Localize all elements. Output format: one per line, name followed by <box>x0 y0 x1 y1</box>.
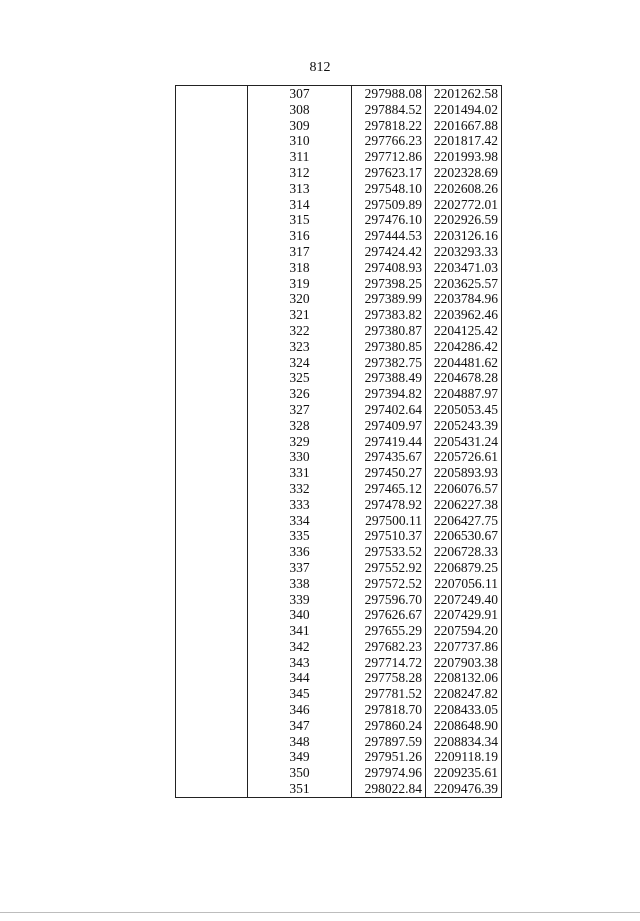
y-coordinate-cell: 2204678.28 <box>426 370 502 386</box>
empty-cell <box>176 765 248 781</box>
point-number-cell: 320 <box>248 291 352 307</box>
y-coordinate-cell: 2203293.33 <box>426 244 502 260</box>
table-row <box>176 133 502 149</box>
y-coordinate-cell: 2206530.67 <box>426 528 502 544</box>
empty-cell <box>176 639 248 655</box>
table-row <box>176 465 502 481</box>
y-coordinate-cell: 2209476.39 <box>426 781 502 797</box>
x-coordinate-cell: 297818.70 <box>352 702 426 718</box>
x-coordinate-cell: 297382.75 <box>352 355 426 371</box>
point-number-cell: 307 <box>248 86 352 102</box>
page-number: 812 <box>309 60 331 75</box>
y-coordinate-cell: 2201817.42 <box>426 133 502 149</box>
empty-cell <box>176 276 248 292</box>
table-row <box>176 402 502 418</box>
y-coordinate-cell: 2201667.88 <box>426 118 502 134</box>
y-coordinate-cell: 2205243.39 <box>426 418 502 434</box>
x-coordinate-cell: 297655.29 <box>352 623 426 639</box>
x-coordinate-cell: 297398.25 <box>352 276 426 292</box>
empty-cell <box>176 481 248 497</box>
y-coordinate-cell: 2203784.96 <box>426 291 502 307</box>
empty-cell <box>176 133 248 149</box>
table-row <box>176 291 502 307</box>
x-coordinate-cell: 297951.26 <box>352 749 426 765</box>
y-coordinate-cell: 2202926.59 <box>426 212 502 228</box>
y-coordinate-cell: 2208132.06 <box>426 670 502 686</box>
empty-cell <box>176 592 248 608</box>
table-row <box>176 260 502 276</box>
point-number-cell: 328 <box>248 418 352 434</box>
x-coordinate-cell: 297781.52 <box>352 686 426 702</box>
x-coordinate-cell: 297450.27 <box>352 465 426 481</box>
table-row <box>176 197 502 213</box>
y-coordinate-cell: 2205893.93 <box>426 465 502 481</box>
point-number-cell: 334 <box>248 513 352 529</box>
point-number-cell: 343 <box>248 655 352 671</box>
empty-cell <box>176 465 248 481</box>
x-coordinate-cell: 297388.49 <box>352 370 426 386</box>
y-coordinate-cell: 2203625.57 <box>426 276 502 292</box>
coordinates-table-body <box>176 86 502 798</box>
empty-cell <box>176 291 248 307</box>
x-coordinate-cell: 297758.28 <box>352 670 426 686</box>
x-coordinate-cell: 297380.87 <box>352 323 426 339</box>
x-coordinate-cell: 297402.64 <box>352 402 426 418</box>
table-row <box>176 118 502 134</box>
empty-cell <box>176 386 248 402</box>
table-row <box>176 655 502 671</box>
y-coordinate-cell: 2204125.42 <box>426 323 502 339</box>
table-row <box>176 149 502 165</box>
table-row <box>176 528 502 544</box>
table-row <box>176 497 502 513</box>
y-coordinate-cell: 2204286.42 <box>426 339 502 355</box>
y-coordinate-cell: 2201993.98 <box>426 149 502 165</box>
table-row <box>176 181 502 197</box>
x-coordinate-cell: 297626.67 <box>352 607 426 623</box>
y-coordinate-cell: 2207594.20 <box>426 623 502 639</box>
x-coordinate-cell: 297712.86 <box>352 149 426 165</box>
point-number-cell: 345 <box>248 686 352 702</box>
empty-cell <box>176 102 248 118</box>
y-coordinate-cell: 2201262.58 <box>426 86 502 102</box>
empty-cell <box>176 528 248 544</box>
point-number-cell: 346 <box>248 702 352 718</box>
y-coordinate-cell: 2207429.91 <box>426 607 502 623</box>
table-row <box>176 418 502 434</box>
point-number-cell: 327 <box>248 402 352 418</box>
x-coordinate-cell: 297383.82 <box>352 307 426 323</box>
table-row <box>176 702 502 718</box>
x-coordinate-cell: 297766.23 <box>352 133 426 149</box>
point-number-cell: 336 <box>248 544 352 560</box>
empty-cell <box>176 86 248 102</box>
table-row <box>176 765 502 781</box>
point-number-cell: 351 <box>248 781 352 797</box>
empty-cell <box>176 370 248 386</box>
y-coordinate-cell: 2208648.90 <box>426 718 502 734</box>
x-coordinate-cell: 297444.53 <box>352 228 426 244</box>
y-coordinate-cell: 2208247.82 <box>426 686 502 702</box>
point-number-cell: 349 <box>248 749 352 765</box>
empty-cell <box>176 307 248 323</box>
table-row <box>176 560 502 576</box>
point-number-cell: 332 <box>248 481 352 497</box>
y-coordinate-cell: 2203962.46 <box>426 307 502 323</box>
point-number-cell: 348 <box>248 734 352 750</box>
x-coordinate-cell: 297533.52 <box>352 544 426 560</box>
table-row <box>176 734 502 750</box>
x-coordinate-cell: 297818.22 <box>352 118 426 134</box>
empty-cell <box>176 197 248 213</box>
empty-cell <box>176 402 248 418</box>
x-coordinate-cell: 297682.23 <box>352 639 426 655</box>
empty-cell <box>176 165 248 181</box>
y-coordinate-cell: 2204887.97 <box>426 386 502 402</box>
x-coordinate-cell: 297478.92 <box>352 497 426 513</box>
x-coordinate-cell: 297476.10 <box>352 212 426 228</box>
x-coordinate-cell: 297897.59 <box>352 734 426 750</box>
empty-cell <box>176 260 248 276</box>
x-coordinate-cell: 297419.44 <box>352 434 426 450</box>
point-number-cell: 314 <box>248 197 352 213</box>
y-coordinate-cell: 2206728.33 <box>426 544 502 560</box>
table-row <box>176 749 502 765</box>
empty-cell <box>176 670 248 686</box>
x-coordinate-cell: 297509.89 <box>352 197 426 213</box>
table-row <box>176 228 502 244</box>
y-coordinate-cell: 2207903.38 <box>426 655 502 671</box>
x-coordinate-cell: 297424.42 <box>352 244 426 260</box>
table-row <box>176 544 502 560</box>
table-row <box>176 102 502 118</box>
empty-cell <box>176 497 248 513</box>
x-coordinate-cell: 297884.52 <box>352 102 426 118</box>
point-number-cell: 335 <box>248 528 352 544</box>
y-coordinate-cell: 2204481.62 <box>426 355 502 371</box>
point-number-cell: 337 <box>248 560 352 576</box>
y-coordinate-cell: 2205431.24 <box>426 434 502 450</box>
empty-cell <box>176 418 248 434</box>
empty-cell <box>176 434 248 450</box>
x-coordinate-cell: 297389.99 <box>352 291 426 307</box>
y-coordinate-cell: 2209118.19 <box>426 749 502 765</box>
empty-cell <box>176 655 248 671</box>
empty-cell <box>176 781 248 797</box>
point-number-cell: 317 <box>248 244 352 260</box>
y-coordinate-cell: 2206227.38 <box>426 497 502 513</box>
point-number-cell: 316 <box>248 228 352 244</box>
x-coordinate-cell: 297548.10 <box>352 181 426 197</box>
empty-cell <box>176 449 248 465</box>
point-number-cell: 310 <box>248 133 352 149</box>
empty-cell <box>176 749 248 765</box>
x-coordinate-cell: 297988.08 <box>352 86 426 102</box>
point-number-cell: 344 <box>248 670 352 686</box>
empty-cell <box>176 244 248 260</box>
y-coordinate-cell: 2207056.11 <box>426 576 502 592</box>
point-number-cell: 330 <box>248 449 352 465</box>
x-coordinate-cell: 297435.67 <box>352 449 426 465</box>
empty-cell <box>176 228 248 244</box>
point-number-cell: 308 <box>248 102 352 118</box>
y-coordinate-cell: 2202772.01 <box>426 197 502 213</box>
empty-cell <box>176 513 248 529</box>
point-number-cell: 326 <box>248 386 352 402</box>
point-number-cell: 341 <box>248 623 352 639</box>
table-row <box>176 212 502 228</box>
point-number-cell: 333 <box>248 497 352 513</box>
point-number-cell: 309 <box>248 118 352 134</box>
table-row <box>176 434 502 450</box>
table-row <box>176 370 502 386</box>
x-coordinate-cell: 297860.24 <box>352 718 426 734</box>
y-coordinate-cell: 2203471.03 <box>426 260 502 276</box>
x-coordinate-cell: 297572.52 <box>352 576 426 592</box>
y-coordinate-cell: 2203126.16 <box>426 228 502 244</box>
x-coordinate-cell: 297974.96 <box>352 765 426 781</box>
x-coordinate-cell: 297500.11 <box>352 513 426 529</box>
empty-cell <box>176 323 248 339</box>
y-coordinate-cell: 2205726.61 <box>426 449 502 465</box>
table-row <box>176 781 502 797</box>
table-row <box>176 481 502 497</box>
y-coordinate-cell: 2208433.05 <box>426 702 502 718</box>
y-coordinate-cell: 2207737.86 <box>426 639 502 655</box>
x-coordinate-cell: 297623.17 <box>352 165 426 181</box>
coordinates-table <box>175 85 502 798</box>
empty-cell <box>176 607 248 623</box>
empty-cell <box>176 718 248 734</box>
x-coordinate-cell: 297552.92 <box>352 560 426 576</box>
y-coordinate-cell: 2209235.61 <box>426 765 502 781</box>
point-number-cell: 342 <box>248 639 352 655</box>
empty-cell <box>176 560 248 576</box>
y-coordinate-cell: 2202608.26 <box>426 181 502 197</box>
table-row <box>176 165 502 181</box>
table-row <box>176 623 502 639</box>
y-coordinate-cell: 2206076.57 <box>426 481 502 497</box>
point-number-cell: 329 <box>248 434 352 450</box>
point-number-cell: 313 <box>248 181 352 197</box>
table-row <box>176 449 502 465</box>
empty-cell <box>176 702 248 718</box>
y-coordinate-cell: 2202328.69 <box>426 165 502 181</box>
x-coordinate-cell: 297394.82 <box>352 386 426 402</box>
table-row <box>176 307 502 323</box>
table-row <box>176 244 502 260</box>
empty-cell <box>176 339 248 355</box>
point-number-cell: 323 <box>248 339 352 355</box>
table-row <box>176 386 502 402</box>
point-number-cell: 315 <box>248 212 352 228</box>
empty-cell <box>176 734 248 750</box>
point-number-cell: 321 <box>248 307 352 323</box>
y-coordinate-cell: 2207249.40 <box>426 592 502 608</box>
table-row <box>176 513 502 529</box>
empty-cell <box>176 576 248 592</box>
table-row <box>176 686 502 702</box>
y-coordinate-cell: 2208834.34 <box>426 734 502 750</box>
point-number-cell: 312 <box>248 165 352 181</box>
empty-cell <box>176 355 248 371</box>
table-row <box>176 607 502 623</box>
table-row <box>176 718 502 734</box>
point-number-cell: 322 <box>248 323 352 339</box>
empty-cell <box>176 149 248 165</box>
point-number-cell: 325 <box>248 370 352 386</box>
y-coordinate-cell: 2205053.45 <box>426 402 502 418</box>
empty-cell <box>176 686 248 702</box>
x-coordinate-cell: 297714.72 <box>352 655 426 671</box>
table-row <box>176 576 502 592</box>
point-number-cell: 339 <box>248 592 352 608</box>
empty-cell <box>176 118 248 134</box>
x-coordinate-cell: 297409.97 <box>352 418 426 434</box>
table-row <box>176 670 502 686</box>
x-coordinate-cell: 298022.84 <box>352 781 426 797</box>
point-number-cell: 318 <box>248 260 352 276</box>
point-number-cell: 350 <box>248 765 352 781</box>
page-bottom-rule <box>0 912 640 913</box>
point-number-cell: 347 <box>248 718 352 734</box>
point-number-cell: 324 <box>248 355 352 371</box>
point-number-cell: 319 <box>248 276 352 292</box>
x-coordinate-cell: 297380.85 <box>352 339 426 355</box>
table-row <box>176 592 502 608</box>
y-coordinate-cell: 2206427.75 <box>426 513 502 529</box>
point-number-cell: 311 <box>248 149 352 165</box>
x-coordinate-cell: 297596.70 <box>352 592 426 608</box>
point-number-cell: 331 <box>248 465 352 481</box>
empty-cell <box>176 544 248 560</box>
y-coordinate-cell: 2201494.02 <box>426 102 502 118</box>
table-row <box>176 339 502 355</box>
point-number-cell: 340 <box>248 607 352 623</box>
empty-cell <box>176 181 248 197</box>
empty-cell <box>176 212 248 228</box>
table-row <box>176 639 502 655</box>
y-coordinate-cell: 2206879.25 <box>426 560 502 576</box>
table-row <box>176 86 502 102</box>
x-coordinate-cell: 297510.37 <box>352 528 426 544</box>
point-number-cell: 338 <box>248 576 352 592</box>
table-row <box>176 355 502 371</box>
x-coordinate-cell: 297465.12 <box>352 481 426 497</box>
table-row <box>176 323 502 339</box>
empty-cell <box>176 623 248 639</box>
x-coordinate-cell: 297408.93 <box>352 260 426 276</box>
table-row <box>176 276 502 292</box>
